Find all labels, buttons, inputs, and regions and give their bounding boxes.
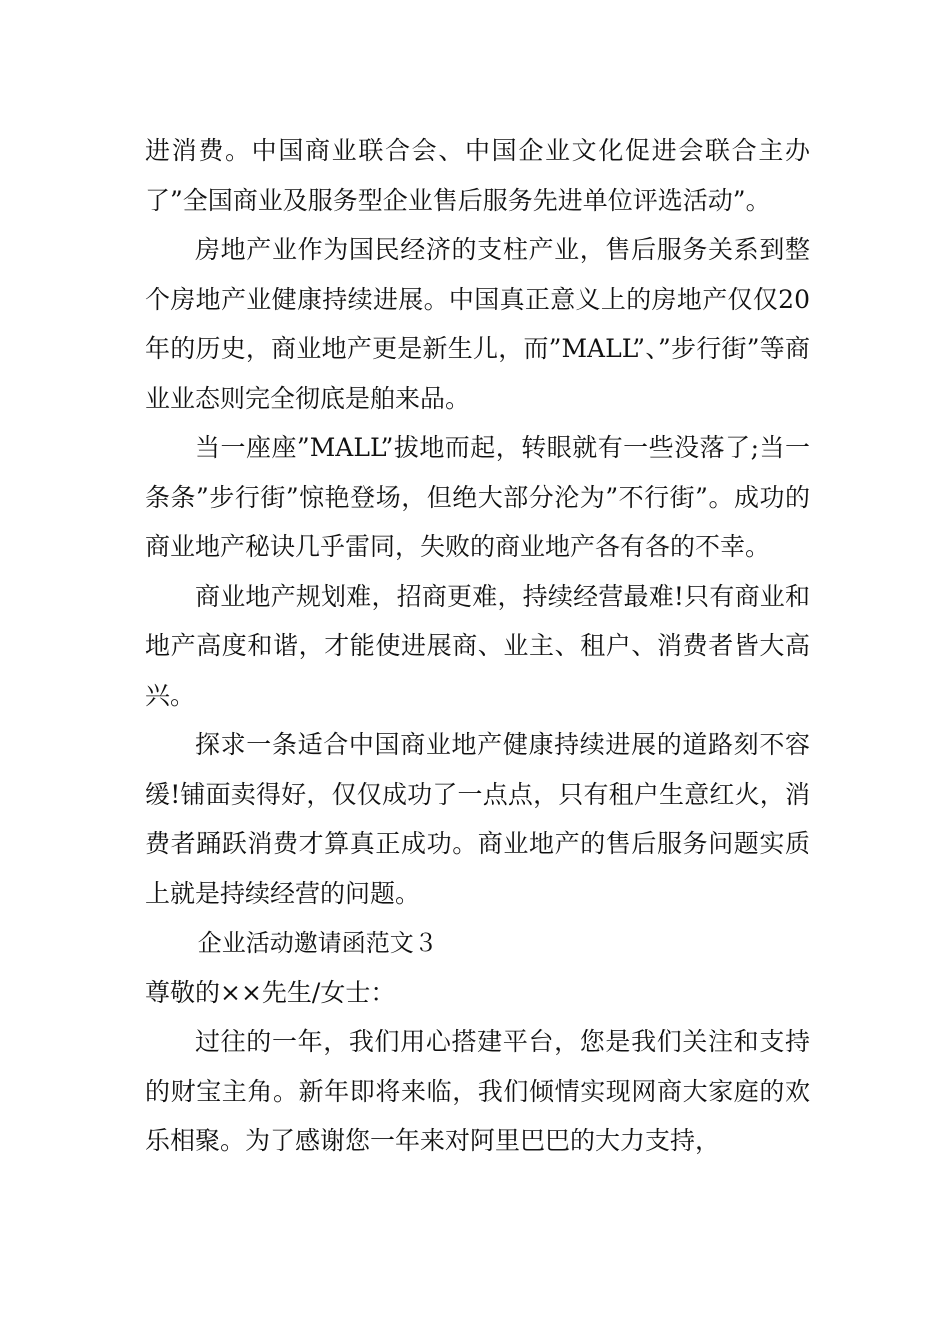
letter-paragraph: 过往的一年，我们用心搭建平台，您是我们关注和支持的财宝主角。新年即将来临，我们倾情实现网商大家庭的欢乐相聚。为了感谢您一年来对阿里巴巴的大力支持， (145, 1027, 810, 1155)
section-heading: 企业活动邀请函范文３ (197, 929, 438, 957)
paragraph-real-estate: 房地产业作为国民经济的支柱产业，售后服务关系到整个房地产业健康持续进展。中国真正意义上的房地产仅仅20年的历史，商业地产更是新生儿，而”MALL”、”步行街”等商业业态则完全彻底是舶来品。 (145, 235, 810, 413)
paragraph-planning: 商业地产规划难，招商更难，持续经营最难!只有商业和地产高度和谐，才能使进展商、业主、租户、消费者皆大高兴。 (145, 581, 810, 710)
salutation: 尊敬的××先生/女士： (145, 978, 396, 1007)
paragraph-continuation: 进消费。中国商业联合会、中国企业文化促进会联合主办了”全国商业及服务型企业售后服务先进单位评选活动”。 (145, 136, 810, 215)
paragraph-explore: 探求一条适合中国商业地产健康持续进展的道路刻不容缓!铺面卖得好，仅仅成功了一点点，只有租户生意红火，消费者踊跃消费才算真正成功。商业地产的售后服务问题实质上就是持续经营的问题。 (145, 730, 810, 908)
document-body (145, 126, 810, 1166)
paragraph-mall: 当一座座”MALL”拔地而起，转眼就有一些没落了;当一条条”步行街”惊艳登场，但绝大部分沦为”不行街”。成功的商业地产秘诀几乎雷同，失败的商业地产各有各的不幸。 (145, 433, 810, 561)
